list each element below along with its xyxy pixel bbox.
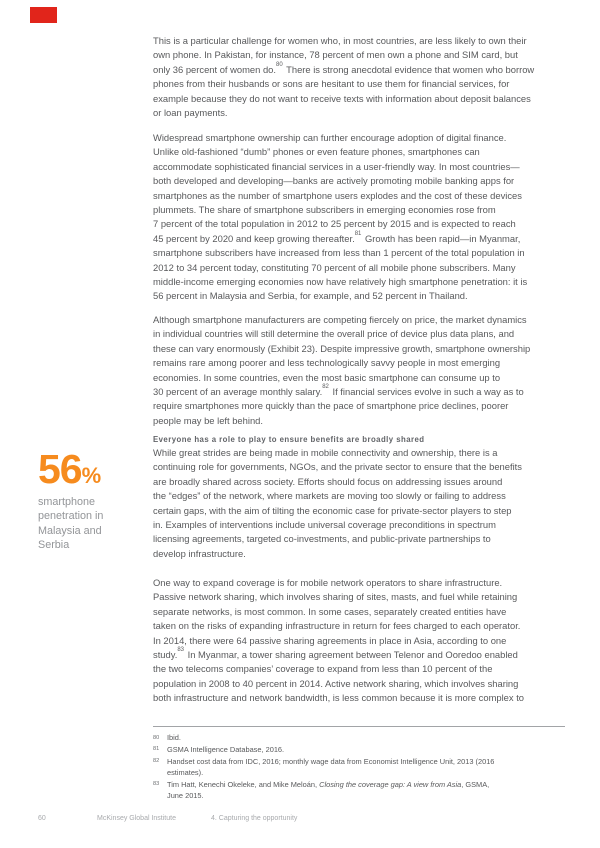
text-line: phones from their husbands or sons are hesitant to use them for financial services, for <box>153 78 510 90</box>
body-paragraph <box>153 34 534 120</box>
stat-caption-line: Malaysia and <box>38 524 102 537</box>
text-line: both infrastructure and network bandwidth, is less common because it is more complex to <box>153 692 525 704</box>
text-line: smartphones as the number of smartphone users explodes and the cost of these devices <box>153 189 522 201</box>
footnote-item <box>153 756 565 779</box>
footnote-ref: 80 <box>276 61 283 68</box>
stat-caption-line: smartphone <box>38 496 96 508</box>
text-line: While great strides are being made in mobile connectivity and ownership, there is a <box>153 447 498 458</box>
text-line: are broadly shared across society. Efforts should focus on addressing issues around <box>153 475 503 487</box>
footnote-ref: 83 <box>177 646 185 653</box>
text-line: develop infrastructure. <box>153 547 246 559</box>
text-line: 56 percent in Malaysia and Serbia, for example, and 52 percent in Thailand. <box>153 290 468 302</box>
text-line: 45 percent by 2020 and keep growing thereafter.$^{81}$ Growth has been rapid—in Myanmar, <box>153 230 521 244</box>
footnote-text: Tim Hatt, Kenechi Okeleke, and Mike Meloán, Closing the coverage gap: A view from Asia, GSMA, June 2015. <box>167 779 490 801</box>
section-tab <box>30 7 57 23</box>
text-line: certain gaps, with the aim of tilting the economic case for private-sector players to step <box>153 504 512 516</box>
text-line: the two telecoms companies’ coverage to expand from less than 10 percent of the <box>153 663 493 675</box>
stat-caption-line: penetration in <box>38 510 104 523</box>
text-line: licensing agreements, targeted co-investments, and public-private partnerships to <box>153 533 491 545</box>
text-line: both developed and developing—banks are actively promoting mobile banking apps for <box>153 175 515 187</box>
stat-value: 56 <box>38 446 82 492</box>
footnote-item <box>153 732 565 744</box>
page-number: 60 <box>38 815 46 822</box>
stat-caption <box>38 495 150 552</box>
footnote-marker: 83 <box>153 781 160 788</box>
text-line: Widespread smartphone ownership can further encourage adoption of digital finance. <box>153 132 507 143</box>
footnote-marker: 81 <box>153 746 160 753</box>
footnote-text: Ibid. <box>167 733 181 742</box>
footnote-separator <box>153 726 565 727</box>
footnote-item <box>153 779 565 802</box>
text-line: study.$^{83}$ In Myanmar, a tower sharing agreement between Telenor and Ooredoo enabled <box>153 646 518 661</box>
text-line: population in 2008 to 40 percent in 2014. Active network sharing, which involves sharing <box>153 677 519 689</box>
footer-chapter: 4. Capturing the opportunity <box>211 815 298 822</box>
text-line: require smartphones more quickly than the pace of smartphone price declines, poorer <box>153 400 509 412</box>
footnote-ref: 81 <box>354 230 362 237</box>
section-heading: Everyone has a role to play to ensure benefits are broadly shared <box>153 435 425 444</box>
stat-number <box>38 446 150 492</box>
body-paragraph <box>153 313 530 428</box>
text-line: smartphone subscribers have increased from less than 1 percent of the total population in <box>153 247 525 259</box>
text-line: In 2014, there were 64 passive sharing agreements in place in Asia, according to one <box>153 634 507 646</box>
text-line: 2012 to 34 percent today, constituting 70 percent of all mobile phone subscribers. Many <box>153 261 516 273</box>
text-line: continuing role for governments, NGOs, and the private sector to ensure that the benefits <box>153 461 522 473</box>
text-line: or loan payments. <box>153 107 228 119</box>
text-line: the “edges” of the network, where markets are moving too slowly or failing to address <box>153 490 506 502</box>
text-line: Passive network sharing, which involves sharing of sites, masts, and fuel while retaining <box>153 591 518 603</box>
text-line: middle-income emerging economies now have relatively high smartphone penetration: it is <box>153 276 528 288</box>
text-line: This is a particular challenge for women who, in most countries, are less likely to own their <box>153 35 527 46</box>
body-paragraph <box>153 576 524 706</box>
text-line: economies. In some countries, even the most basic smartphone can consume up to <box>153 371 501 383</box>
text-line: in. Examples of interventions include universal coverage preconditions in spectrum <box>153 519 496 531</box>
text-line: 7 percent of the total population in 2012 to 25 percent by 2015 and is expected to reach <box>153 218 516 230</box>
footnotes <box>153 732 565 801</box>
footnote-marker: 80 <box>153 734 160 741</box>
text-line: Although smartphone manufacturers are competing fiercely on price, the market dynamics <box>153 314 527 325</box>
text-line: Unlike old-fashioned “dumb” phones or even feature phones, smartphones can <box>153 146 480 158</box>
text-line: plummets. The share of smartphone subscribers in emerging economies rose from <box>153 204 496 216</box>
text-line: One way to expand coverage is for mobile network operators to share infrastructure. <box>153 577 503 588</box>
text-line: these can vary enormously (Exhibit 23). Despite impressive growth, smartphone ownership <box>153 342 531 354</box>
stat-unit: % <box>81 463 101 488</box>
text-line: separate networks, is most common. In some cases, separately created entities have <box>153 605 507 617</box>
footnote-marker: 82 <box>153 758 160 765</box>
text-line: only 36 percent of women do.$^{80}$ There is strong anecdotal evidence that women who borrow <box>153 61 535 75</box>
stat-block <box>38 446 150 552</box>
text-line: remains rare among poorer and less technologically savvy people in most emerging <box>153 357 501 369</box>
body-paragraph <box>153 131 527 304</box>
text-line: own phone. In Pakistan, for instance, 78 percent of men own a phone and SIM card, but <box>153 49 518 61</box>
text-line: 30 percent of an average monthly salary.$^{82}$ If financial services evolve in such a way as to <box>153 383 524 398</box>
body-paragraph <box>153 446 522 561</box>
text-line: example because they do not want to receive texts with information about deposit balances <box>153 92 531 104</box>
text-line: taken on the risks of expanding infrastructure in return for fees charged to each operator. <box>153 620 521 632</box>
page-footer <box>0 814 600 826</box>
text-line: people may be left behind. <box>153 414 263 426</box>
footnote-text: Handset cost data from IDC, 2016; monthly wage data from Economist Intelligence Unit, 2013 (2016 estimates). <box>167 756 495 778</box>
footer-institute: McKinsey Global Institute <box>97 815 176 822</box>
footnote-text: GSMA Intelligence Database, 2016. <box>167 744 285 754</box>
footnote-ref: 82 <box>322 383 329 390</box>
text-line: accommodate sophisticated financial services in a user-friendly way. In most countries— <box>153 160 520 172</box>
stat-caption-line: Serbia <box>38 538 70 551</box>
text-line: in individual countries will still determine the overall price of device plus data plans, and <box>153 328 515 340</box>
footnote-item <box>153 744 565 756</box>
